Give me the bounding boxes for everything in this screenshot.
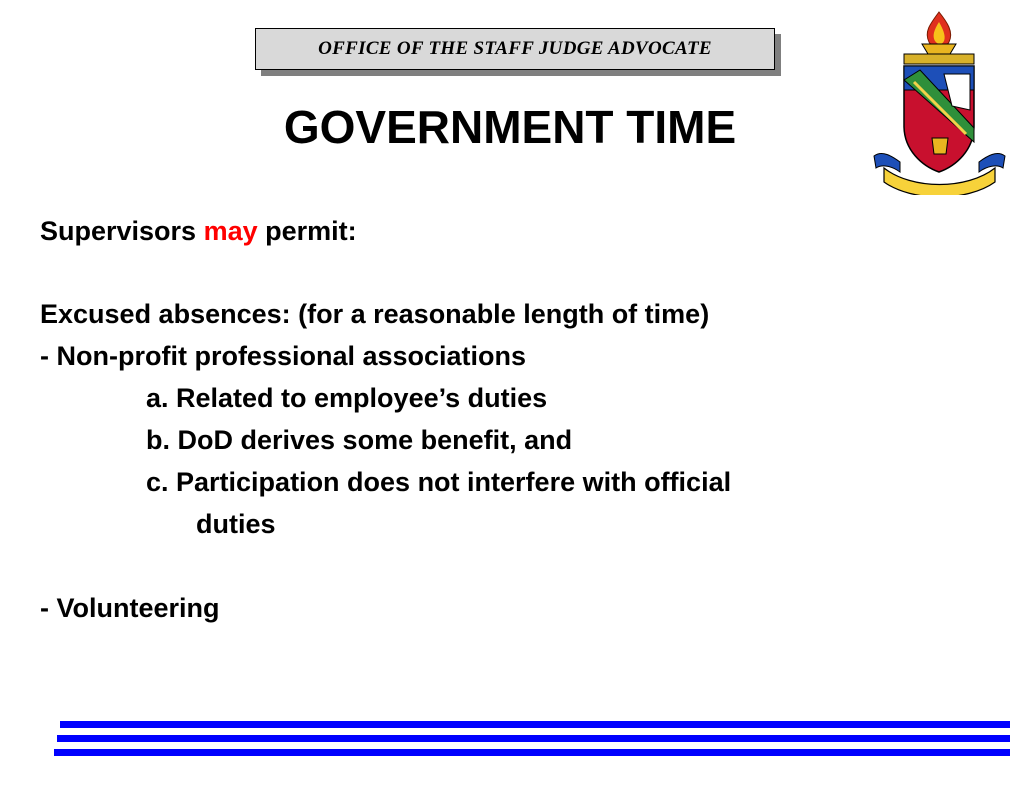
bullet-associations: - Non-profit professional associations [40,341,527,371]
excused-absences-line: Excused absences: (for a reasonable length of time) [40,299,710,329]
list-item-a: a. Related to employee’s duties [146,383,548,413]
office-label: OFFICE OF THE STAFF JUDGE ADVOCATE [318,38,712,59]
emphasis-word: may [203,216,258,246]
defense-language-institute-crest-icon [872,10,1007,195]
list-item-c: c. Participation does not interfere with official [146,467,732,497]
list-item-b: b. DoD derives some benefit, and [146,425,573,455]
list-item-c-continued: duties [196,509,276,539]
divider-rule-bottom [54,749,1010,756]
intro-text-end: permit: [257,216,357,246]
office-banner [255,28,775,70]
divider-rule-top [60,721,1010,728]
intro-line [40,218,357,245]
divider-rule-middle [57,735,1010,742]
slide-title: GOVERNMENT TIME [283,101,737,153]
intro-text: Supervisors [40,216,204,246]
bullet-volunteering: - Volunteering [40,593,220,623]
